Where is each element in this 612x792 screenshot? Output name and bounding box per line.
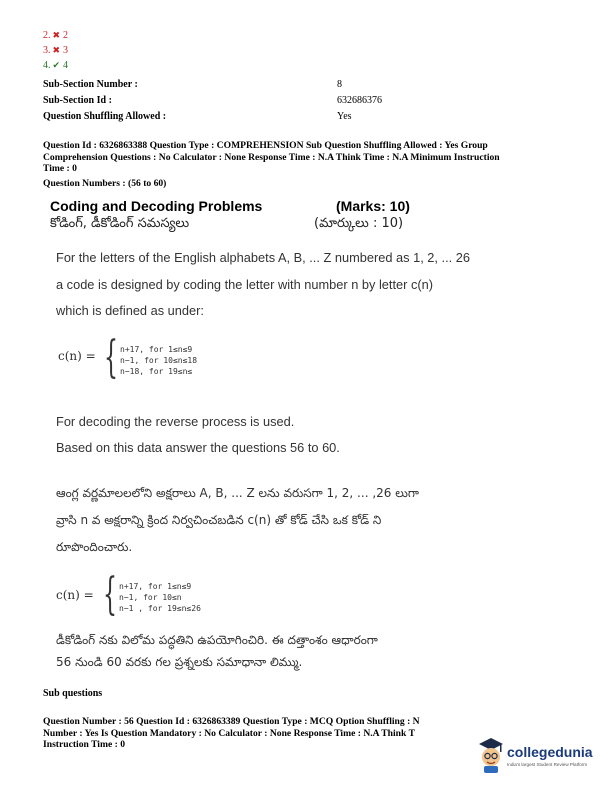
passage-line-telugu: రూపొందించారు. bbox=[56, 540, 133, 554]
passage-line: a code is designed by coding the letter with number n by letter c(n) bbox=[56, 277, 434, 292]
passage-line-telugu: 56 నుండి 60 వరకు గల ప్రశ్నలకు సమాధానా లిమ్ము. bbox=[56, 655, 303, 669]
question-numbers: Question Numbers : (56 to 60) bbox=[43, 178, 167, 189]
collegedunia-logo bbox=[476, 736, 606, 776]
option-number: 3. bbox=[43, 45, 51, 56]
formula-case: n+17, for 1≤n≤9 bbox=[119, 582, 192, 591]
option-3 bbox=[43, 45, 68, 56]
subsection-number-label: Sub-Section Number : bbox=[43, 79, 138, 90]
passage-line: For the letters of the English alphabets A, B, ... Z numbered as 1, 2, ... 26 bbox=[56, 250, 470, 265]
option-value: 4 bbox=[63, 60, 69, 71]
passage-line-telugu: వ్రాసి n వ అక్షరాన్ని క్రింద నిర్వచించబడిన c(n) తో కోడ్ చేసి ఒక కోడ్ ని bbox=[56, 513, 382, 527]
option-number: 4. bbox=[43, 60, 51, 71]
question-header-line: Time : 0 bbox=[43, 163, 77, 174]
formula-cases-telugu bbox=[119, 581, 201, 614]
sub-question-line: Instruction Time : 0 bbox=[43, 739, 125, 750]
passage-line: which is defined as under: bbox=[56, 303, 204, 318]
passage-title: Coding and Decoding Problems bbox=[50, 198, 263, 214]
passage-line: Based on this data answer the questions 56 to 60. bbox=[56, 440, 340, 455]
passage-line-telugu: డీకోడింగ్ నకు విలోమ పద్ధతిని ఉపయోగించిరి. ఈ దత్తాంశం ఆధారంగా bbox=[56, 633, 378, 647]
formula-lhs-telugu: c(n) = bbox=[56, 588, 94, 602]
subsection-id-label: Sub-Section Id : bbox=[43, 95, 112, 106]
option-number: 2. bbox=[43, 30, 51, 41]
formula-case: n−18, for 19≤n≤ bbox=[120, 367, 193, 376]
question-header bbox=[43, 140, 563, 175]
formula-cases bbox=[120, 344, 197, 377]
option-2 bbox=[43, 30, 68, 41]
check-icon: ✔ bbox=[52, 60, 61, 70]
subsection-number-value: 8 bbox=[337, 79, 342, 90]
subsection-id-value: 632686376 bbox=[337, 95, 382, 106]
sub-questions-label: Sub questions bbox=[43, 688, 103, 699]
formula-case: n−1, for 10≤n≤18 bbox=[120, 356, 198, 365]
sub-question-header bbox=[43, 716, 463, 751]
passage-marks: (Marks: 10) bbox=[336, 198, 410, 214]
logo-name: collegedunia bbox=[507, 744, 593, 760]
brace: { bbox=[104, 332, 118, 383]
passage-line-telugu: ఆంగ్ల వర్ణమాలలలోని అక్షరాలు A, B, ... Z లను వరుసగా 1, 2, ... ,26 లుగా bbox=[56, 486, 419, 500]
graduate-mascot-icon bbox=[476, 736, 506, 774]
formula-case: n−1 , for 19≤n≤26 bbox=[119, 604, 201, 613]
passage-line: For decoding the reverse process is used. bbox=[56, 414, 295, 429]
formula-case: n−1, for 10≤n bbox=[119, 593, 182, 602]
option-4 bbox=[43, 60, 68, 71]
option-value: 3 bbox=[63, 45, 69, 56]
passage-marks-telugu: (మార్కులు : 10) bbox=[314, 216, 404, 231]
brace: { bbox=[103, 569, 117, 620]
sub-question-line: Question Number : 56 Question Id : 6326863389 Question Type : MCQ Option Shuffling : N bbox=[43, 716, 420, 727]
wrong-icon: ✖ bbox=[52, 30, 61, 40]
formula-lhs: c(n) = bbox=[58, 349, 96, 363]
shuffle-label: Question Shuffling Allowed : bbox=[43, 111, 167, 122]
shuffle-value: Yes bbox=[337, 111, 352, 122]
sub-question-line: Number : Yes Is Question Mandatory : No Calculator : None Response Time : N.A Think T bbox=[43, 727, 415, 739]
logo-tagline: India's largest Student Review Platform bbox=[507, 762, 588, 767]
question-header-line: Comprehension Questions : No Calculator : None Response Time : N.A Think Time : N.A Minimum Instruction bbox=[43, 151, 500, 163]
question-header-line: Question Id : 6326863388 Question Type : COMPREHENSION Sub Question Shuffling Allowed : Yes Group bbox=[43, 140, 488, 151]
formula-case: n+17, for 1≤n≤9 bbox=[120, 345, 193, 354]
wrong-icon: ✖ bbox=[52, 45, 61, 55]
passage-title-telugu: కోడింగ్, డీకోడింగ్ సమస్యలు bbox=[50, 216, 190, 231]
option-value: 2 bbox=[63, 30, 69, 41]
